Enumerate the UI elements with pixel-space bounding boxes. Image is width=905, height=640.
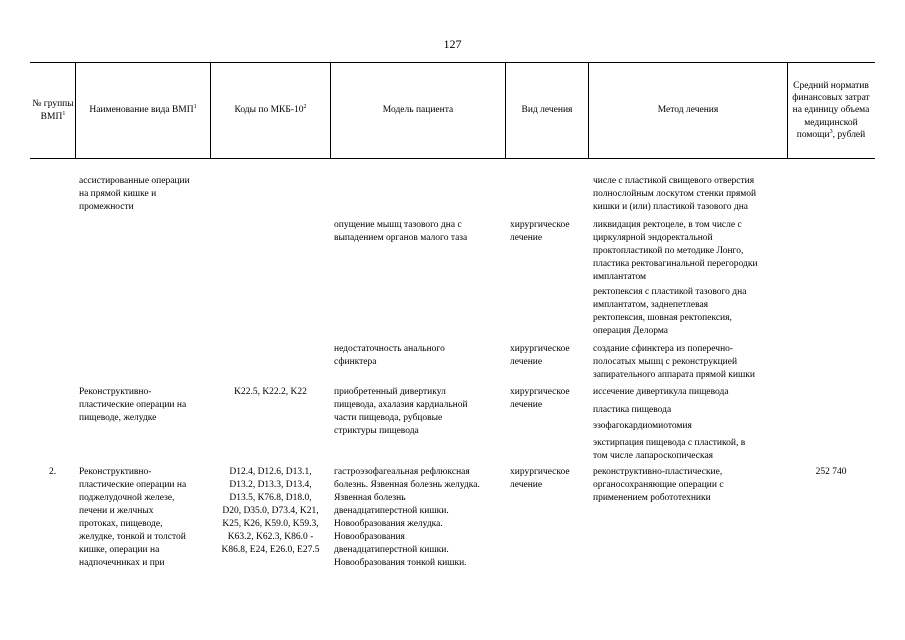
method-line: применением робототехники (593, 493, 711, 503)
vmp-name-line: надпочечниках и при (79, 558, 165, 568)
icd-codes: K22.5, K22.2, K22 (234, 387, 307, 397)
header-treatment-type-label: Вид лечения (521, 105, 573, 116)
method-line: ректопексия, шовная ректопексия, (593, 313, 732, 323)
patient-model-line: пищевода, ахалазия кардиальной (334, 400, 468, 410)
header-name (76, 63, 210, 158)
method-line: экстирпация пищевода с пластикой, в (593, 438, 746, 448)
vmp-name-line: желудке, тонкой и толстой (79, 532, 186, 542)
footnote-mark: 1 (193, 104, 197, 111)
patient-model-line: сфинктера (334, 357, 377, 367)
patient-model-line: гастроэзофагеальная рефлюксная (334, 467, 470, 477)
patient-model-line: опущение мышц тазового дна с (334, 220, 462, 230)
header-treatment-method (589, 63, 787, 158)
method-line: органосохраняющие операции с (593, 480, 724, 490)
method-line: циркулярной эндоректальной (593, 233, 713, 243)
method-line: имплантатом (593, 272, 647, 282)
icd-codes-line: K25, K26, K59.0, K59.3, (222, 519, 319, 529)
vmp-name-line: на прямой кишке и (79, 189, 157, 199)
patient-model-line: выпадением органов малого таза (334, 233, 468, 243)
method-line: проктопластикой по методике Лонго, (593, 246, 744, 256)
icd-codes-line: D13.5, K76.8, D18.0, (229, 493, 312, 503)
treatment-type-line: лечение (510, 400, 543, 410)
cost-value: 252 740 (815, 467, 847, 477)
patient-model-line: Новообразования тонкой кишки. (334, 558, 467, 568)
header-treatment-type (506, 63, 588, 158)
header-patient-model-label: Модель пациента (382, 105, 454, 116)
method-line: ректопексия с пластикой тазового дна (593, 287, 747, 297)
vmp-name-line: пищеводе, желудке (79, 413, 157, 423)
vmp-name-line: кишке, операции на (79, 545, 160, 555)
vmp-name-line: пластические операции на (79, 480, 187, 490)
header-codes-label: Коды по МКБ-10 (234, 105, 304, 116)
method-line: том числе лапароскопическая (593, 451, 714, 461)
patient-model-line: двенадцатиперстной кишки. (334, 545, 449, 555)
header-cost-unit: , рублей (832, 129, 866, 140)
icd-codes-line: D13.2, D13.3, D13.4, (229, 480, 312, 490)
footnote-mark: 3 (829, 128, 833, 135)
vmp-name-line: поджелудочной железе, (79, 493, 175, 503)
treatment-type-line: лечение (510, 357, 543, 367)
vmp-name-line: Реконструктивно- (79, 467, 152, 477)
method-line: ликвидация ректоцеле, в том числе с (593, 220, 742, 230)
header-group (32, 63, 74, 158)
patient-model-line: части пищевода, рубцовые (334, 413, 443, 423)
page-number: 127 (443, 37, 462, 51)
method-line: иссечение дивертикула пищевода (593, 387, 729, 397)
icd-codes-line: D12.4, D12.6, D13.1, (229, 467, 312, 477)
vmp-name-line: протоках, пищеводе, (79, 519, 163, 529)
patient-model-line: болезнь. Язвенная болезнь желудка. (334, 480, 480, 490)
method-line: числе с пластикой свищевого отверстия (593, 176, 755, 186)
method-line: запирательного аппарата прямой кишки (593, 370, 755, 380)
header-patient-model (331, 63, 505, 158)
method-line: полнослойным лоскутом стенки прямой (593, 189, 757, 199)
method-line: создание сфинктера из поперечно- (593, 344, 734, 354)
treatment-type-line: лечение (510, 480, 543, 490)
header-cost-label: Средний норматив финансовых затрат на единицу объема медицинской помощи (792, 80, 870, 140)
method-line: реконструктивно-пластические, (593, 467, 723, 477)
method-line: эзофагокардиомиотомия (593, 421, 692, 431)
treatment-type-line: хирургическое (510, 220, 570, 230)
patient-model-line: приобретенный дивертикул (334, 387, 446, 397)
method-line: операция Делорма (593, 326, 669, 336)
icd-codes-line: K86.8, E24, E26.0, E27.5 (221, 545, 320, 555)
group-number: 2. (49, 467, 57, 477)
footnote-mark: 1 (62, 110, 66, 117)
vmp-name-line: ассистированные операции (79, 176, 190, 186)
icd-codes-line: D20, D35.0, D73.4, K21, (222, 506, 319, 516)
vmp-name-line: промежности (79, 202, 134, 212)
patient-model-line: недостаточность анального (334, 344, 445, 354)
vmp-name-line: Реконструктивно- (79, 387, 152, 397)
patient-model-line: двенадцатиперстной кишки. (334, 506, 449, 516)
method-line: пластика ректовагинальной перегородки (593, 259, 758, 269)
table-header-rule (30, 158, 875, 159)
patient-model-line: стриктуры пищевода (334, 426, 419, 436)
header-cost (790, 63, 872, 158)
vmp-name-line: пластические операции на (79, 400, 187, 410)
patient-model-line: Новообразования желудка. (334, 519, 443, 529)
patient-model-line: Язвенная болезнь (334, 493, 406, 503)
method-line: имплантатом, заднепетлевая (593, 300, 709, 310)
method-line: пластика пищевода (593, 405, 672, 415)
method-line: кишки и (или) пластикой тазового дна (593, 202, 749, 212)
header-group-label: № группы ВМП (32, 99, 74, 122)
treatment-type-line: хирургическое (510, 387, 570, 397)
header-codes (211, 63, 330, 158)
header-treatment-method-label: Метод лечения (657, 105, 719, 116)
patient-model-line: Новообразования (334, 532, 405, 542)
treatment-type-line: хирургическое (510, 467, 570, 477)
column-divider (787, 63, 788, 158)
icd-codes-line: K63.2, K62.3, K86.0 - (227, 532, 314, 542)
treatment-type-line: лечение (510, 233, 543, 243)
footnote-mark: 2 (303, 104, 307, 111)
header-name-label: Наименование вида ВМП (89, 105, 194, 116)
method-line: полосатых мышц с реконструкцией (593, 357, 738, 367)
vmp-name-line: печени и желчных (79, 506, 154, 516)
treatment-type-line: хирургическое (510, 344, 570, 354)
